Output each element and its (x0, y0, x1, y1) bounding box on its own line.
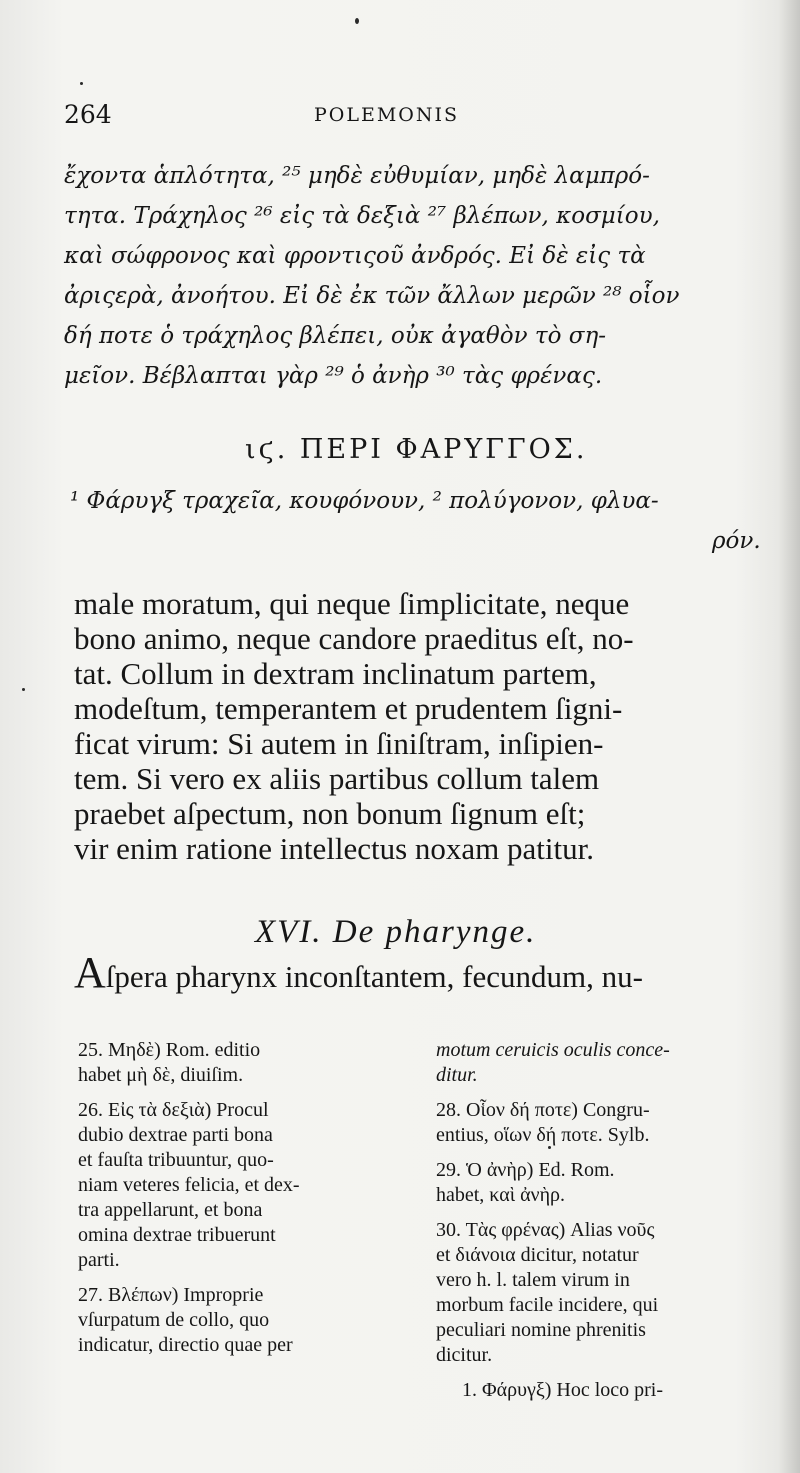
footnote-line: vſurpatum de collo, quo (78, 1309, 270, 1331)
footnote-line: vero h. l. talem virum in (436, 1269, 630, 1291)
footnote-line: peculiari nomine phrenitis (436, 1319, 646, 1341)
latin-line: bono animo, neque candore praeditus eſt, no- (74, 621, 634, 656)
footnote (436, 1158, 766, 1208)
page-edge-shadow (778, 0, 800, 1473)
latin-line: modeſtum, temperantem et prudentem ſigni- (74, 691, 623, 726)
footnote (436, 1218, 766, 1368)
footnote-line: ditur. (436, 1064, 478, 1086)
greek-line: δή ποτε ὁ τράχηλος βλέπει, οὐκ ἀγαθὸν τὸ ση- (64, 323, 607, 349)
footnote-line: et διάνοια dicitur, notatur (436, 1244, 639, 1266)
footnote (436, 1378, 766, 1403)
greek-line: τητα. Τράχηλος ²⁶ εἰς τὰ δεξιὰ ²⁷ βλέπων, κοσμίου, (64, 203, 660, 229)
footnote (78, 1038, 396, 1088)
footnote-line: tra appellarunt, et bona (78, 1199, 263, 1221)
ink-speck (80, 82, 83, 85)
greek-text-block (64, 156, 764, 396)
greek-line: καὶ σώφρονος καὶ φροντιςοῦ ἀνδρός. Εἰ δὲ εἰς τὰ (64, 243, 646, 269)
running-title: POLEMONIS (314, 104, 460, 126)
footnote (78, 1283, 396, 1358)
footnote-line: 27. Βλέπων) Improprie (78, 1284, 264, 1306)
greek-section-heading: ιϛ. ΠΕΡΙ ΦΑΡΥΓΓΟΣ. (245, 434, 588, 465)
ink-speck (548, 1146, 551, 1149)
footnote-line: et fauſta tribuuntur, quo- (78, 1149, 274, 1171)
footnote-line: entius, οἵων δή ποτε. Sylb. (436, 1124, 650, 1146)
latin-line: praebet aſpectum, non bonum ſignum eſt; (74, 796, 586, 831)
greek-line: ἔχοντα ἁπλότητα, ²⁵ μηδὲ εὐθυμίαν, μηδὲ λαμπρό- (64, 163, 650, 189)
footnote-line: 30. Τὰς φρένας) Alias νοῦς (436, 1219, 655, 1241)
footnote (78, 1098, 396, 1273)
latin-section-start (74, 948, 643, 997)
latin-line: tem. Si vero ex aliis partibus collum talem (74, 761, 600, 796)
latin-line: vir enim ratione intellectus noxam patitur. (74, 831, 594, 866)
drop-capital: A (74, 948, 106, 997)
ink-speck (355, 18, 359, 24)
greek-line: ἀριςερὰ, ἀνοήτου. Εἰ δὲ ἐκ τῶν ἄλλων μερῶν ²⁸ οἷον (64, 283, 680, 309)
footnote-line: 29. Ὁ ἀνὴρ) Ed. Rom. (436, 1159, 615, 1181)
footnote-line: indicatur, directio quae per (78, 1334, 293, 1356)
footnote-line: 26. Εἰς τὰ δεξιὰ) Procul (78, 1099, 269, 1121)
footnotes-left-column (78, 1038, 396, 1368)
greek-section-line: ρόν. (712, 528, 761, 554)
footnote-line: 25. Μηδὲ) Rom. editio (78, 1039, 261, 1061)
latin-line: ficat virum: Si autem in ſiniſtram, inſipien- (74, 726, 604, 761)
latin-line: tat. Collum in dextram inclinatum partem, (74, 656, 597, 691)
footnote-line: morbum facile incidere, qui (436, 1294, 659, 1316)
page-number: 264 (64, 100, 112, 129)
latin-line: male moratum, qui neque ſimplicitate, neque (74, 586, 630, 621)
footnote-line: dicitur. (436, 1344, 493, 1366)
latin-section-heading: XVI. De pharynge. (255, 914, 537, 950)
footnote-line: 1. Φάρυγξ) Hoc loco pri- (462, 1379, 664, 1401)
page-header (64, 100, 744, 136)
ink-speck (22, 688, 25, 691)
footnote-line: niam veteres felicia, et dex- (78, 1174, 300, 1196)
footnotes-right-column (436, 1038, 766, 1413)
footnote-line: omina dextrae tribuerunt (78, 1224, 276, 1246)
greek-line: μεῖον. Βέβλαπται γὰρ ²⁹ ὁ ἀνὴρ ³⁰ τὰς φρένας. (64, 363, 603, 389)
greek-section-line: ¹ Φάρυγξ τραχεῖα, κουφόνουν, ² πολύγονον, φλυα- (70, 488, 659, 514)
footnote-line: motum ceruicis oculis conce- (436, 1039, 670, 1061)
footnote-line: 28. Οἷον δή ποτε) Congru- (436, 1099, 650, 1121)
latin-section-text: ſpera pharynx inconſtantem, fecundum, nu- (105, 959, 643, 994)
footnote (436, 1098, 766, 1148)
latin-text-block (74, 586, 764, 866)
footnote-line: habet μὴ δὲ, diuiſim. (78, 1064, 244, 1086)
footnote-line: habet, καὶ ἀνὴρ. (436, 1184, 566, 1206)
footnote-line: dubio dextrae parti bona (78, 1124, 273, 1146)
footnote-line: parti. (78, 1249, 120, 1271)
footnote (436, 1038, 766, 1088)
